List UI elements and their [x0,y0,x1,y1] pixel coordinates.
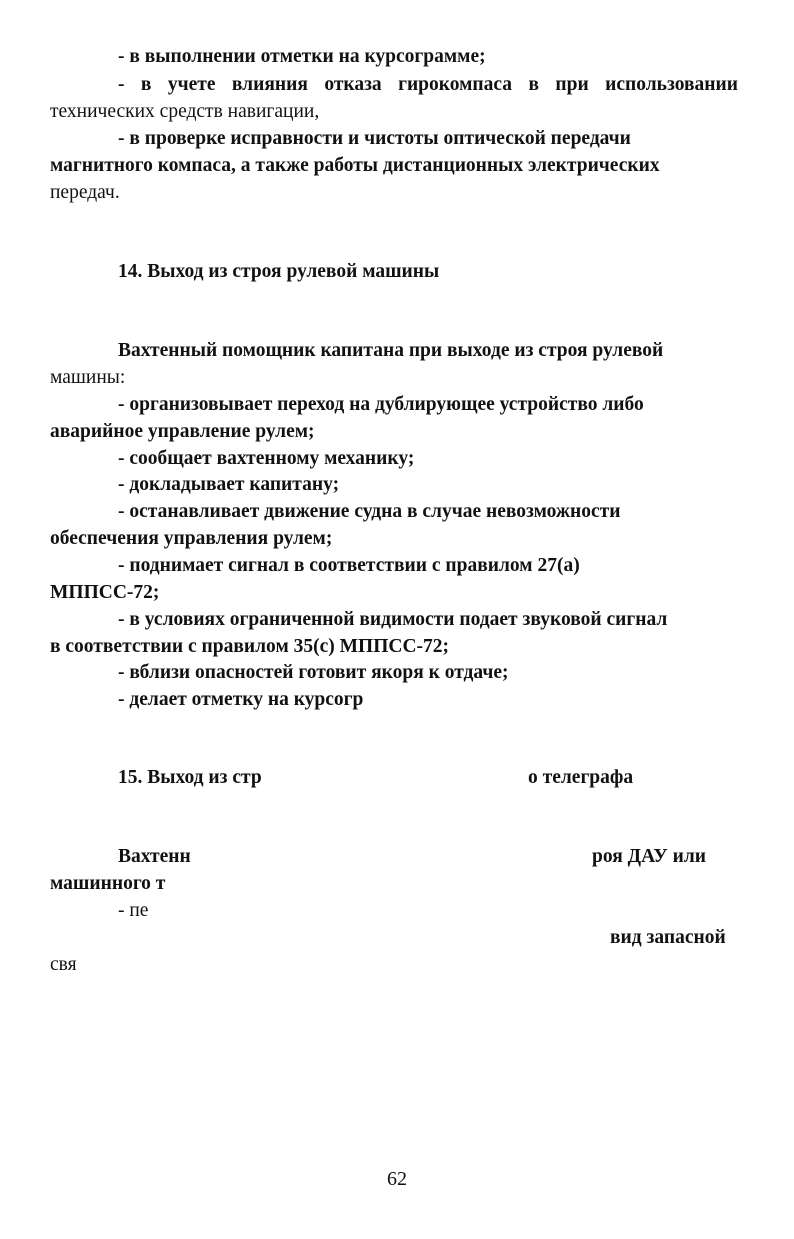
list-item: - в условиях ограниченной видимости подает звуковой сигнал [118,609,668,630]
list-item: - докладывает капитану; [118,474,340,495]
paragraph-line: передач. [50,182,120,203]
list-item: обеспечения управления рулем; [50,528,333,549]
list-item: - вблизи опасностей готовит якоря к отдаче; [118,662,509,683]
paragraph-fragment: свя [50,954,77,975]
word: использовании [605,74,738,95]
paragraph-line: магнитного компаса, а также работы дистанционных электрических [50,155,660,176]
word: в [528,74,539,95]
list-item: - останавливает движение судна в случае невозможности [118,501,621,522]
paragraph-line: - в проверке исправности и чистоты оптической передачи [118,128,631,149]
list-item: - делает отметку на курсогр [118,689,364,710]
word: учете [167,74,216,95]
list-item: в соответствии с правилом 35(с) МППСС-72; [50,636,450,657]
paragraph-line: машины: [50,367,126,388]
paragraph-fragment: машинного т [50,873,166,894]
paragraph-line [118,72,738,98]
section-heading-right: о телеграфа [528,767,634,788]
section-heading-left: 15. Выход из стр [118,767,262,788]
page-number: 62 [387,1168,407,1190]
list-item-fragment: вид запасной [610,927,726,948]
paragraph-fragment: Вахтенн [118,846,191,867]
word: - [118,74,125,95]
list-item: - поднимает сигнал в соответствии с правилом 27(а) [118,555,580,576]
paragraph-fragment: роя ДАУ или [592,846,707,867]
paragraph-line: технических средств навигации, [50,101,320,122]
word: при [555,74,589,95]
list-item-fragment: - пе [118,900,149,921]
list-item: аварийное управление рулем; [50,421,315,442]
list-item: МППСС-72; [50,582,160,603]
word: гирокомпаса [398,74,513,95]
paragraph-line: - в выполнении отметки на курсограмме; [118,46,486,67]
list-item: - сообщает вахтенному механику; [118,448,415,469]
word: в [140,74,152,95]
section-heading: 14. Выход из строя рулевой машины [118,261,440,282]
paragraph-line: Вахтенный помощник капитана при выходе из строя рулевой [118,340,664,361]
list-item: - организовывает переход на дублирующее устройство либо [118,394,644,415]
word: влияния [231,74,308,95]
word: отказа [324,74,382,95]
